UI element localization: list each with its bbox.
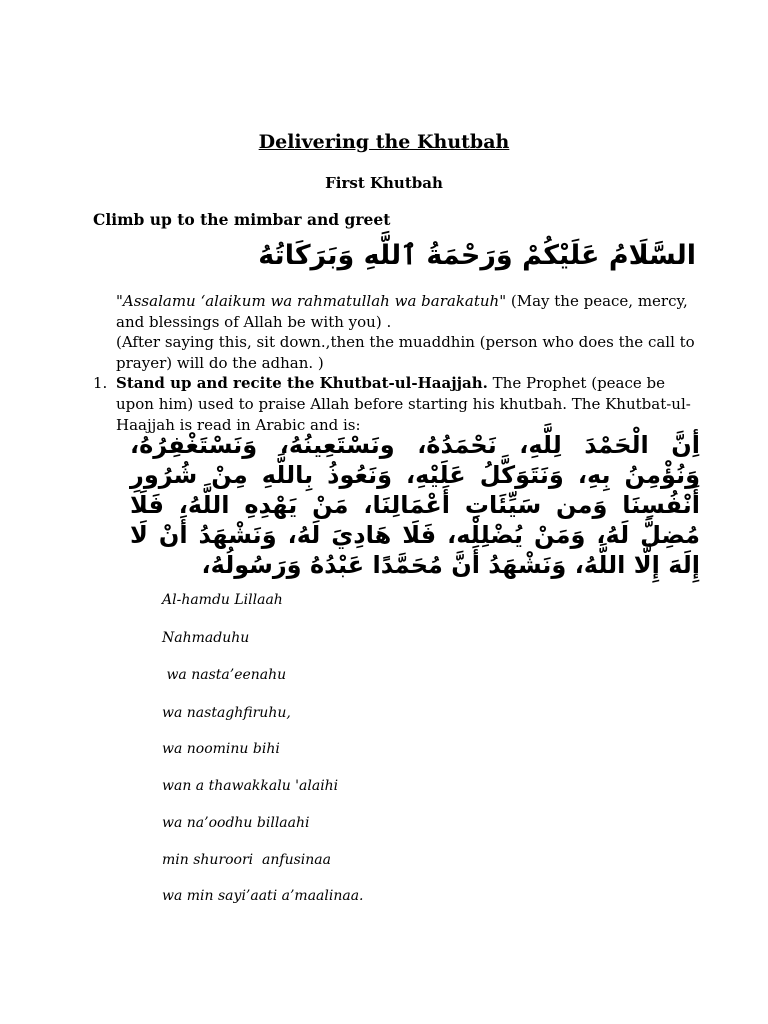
transliteration-line: wa nasta’eenahu [162, 667, 287, 683]
arabic-greeting: السَّلَامُ عَلَيْكُمْ وَرَحْمَةُ ٱللَّهِ وَبَرَكَاتُهُ [258, 240, 696, 271]
transliteration-line: wa noominu bihi [162, 741, 280, 757]
greeting-instruction: Climb up to the mimbar and greet [93, 210, 391, 229]
step-one-paragraph [116, 373, 706, 436]
transliteration-line: wa na’oodhu billaahi [162, 815, 310, 831]
after-note: (After saying this, sit down.,then the muaddhin (person who does the call to prayer) will do the adhan. ) [116, 333, 695, 372]
open-quote: " [116, 292, 123, 310]
greeting-translation: " (May the peace, mercy, and blessings of Allah be with you) . [116, 292, 688, 331]
transliteration-line: Al-hamdu Lillaah [162, 592, 283, 608]
step-one-heading: Stand up and recite the Khutbat-ul-Haajjah. [116, 374, 488, 392]
transliteration-line: wan a thawakkalu 'alaihi [162, 778, 339, 794]
greeting-paragraph [116, 291, 706, 333]
step-number: 1. [93, 374, 108, 392]
greeting-transliteration: Assalamu ‘alaikum wa rahmatullah wa barakatuh [122, 292, 500, 310]
step-one-text: The Prophet (peace be upon him) used to praise Allah before starting his khutbah. The Khutbat-ul-Haajjah is read in Arabic and is: [116, 374, 691, 434]
transliteration-line: wa nastaghfiruhu, [162, 705, 291, 721]
arabic-khutbah-text: أِنَّ الْحَمْدَ لِلَّهِ، نَحْمَدُهُ، ونَسْتَعِينُهُ، وَنَسْتَغْفِرُهُ، وَنُؤْمِنُ بِهِ، وَنَتَوَكَّلُ عَلَيْهِ، وَنَعُوذُ بِاللَّهِ مِنْ شُرُورِ أَنْفُسِنَا وَمن سَيِّئَاتِ أَعْمَالِنَا، مَنْ يَهْدِهِ اللَّهُ، فَلَا مُضِلَّ لَهُ، وَمَنْ يُضْلِلْه، فَلَا هَادِيَ لَهُ، وَنَشْهَدُ أَنْ لَا إِلَهَ إِلَّا اللَّهُ، وَنَشْهَدُ أَنَّ مُحَمَّدًا عَبْدُهُ وَرَسُولُهُ، [130, 431, 700, 579]
transliteration-line: min shuroori anfusinaa [162, 852, 331, 868]
section-subtitle: First Khutbah [325, 174, 443, 192]
page-title: Delivering the Khutbah [258, 131, 510, 153]
transliteration-line: Nahmaduhu [162, 630, 250, 646]
transliteration-line: wa min sayi’aati a’maalinaa. [162, 888, 364, 904]
